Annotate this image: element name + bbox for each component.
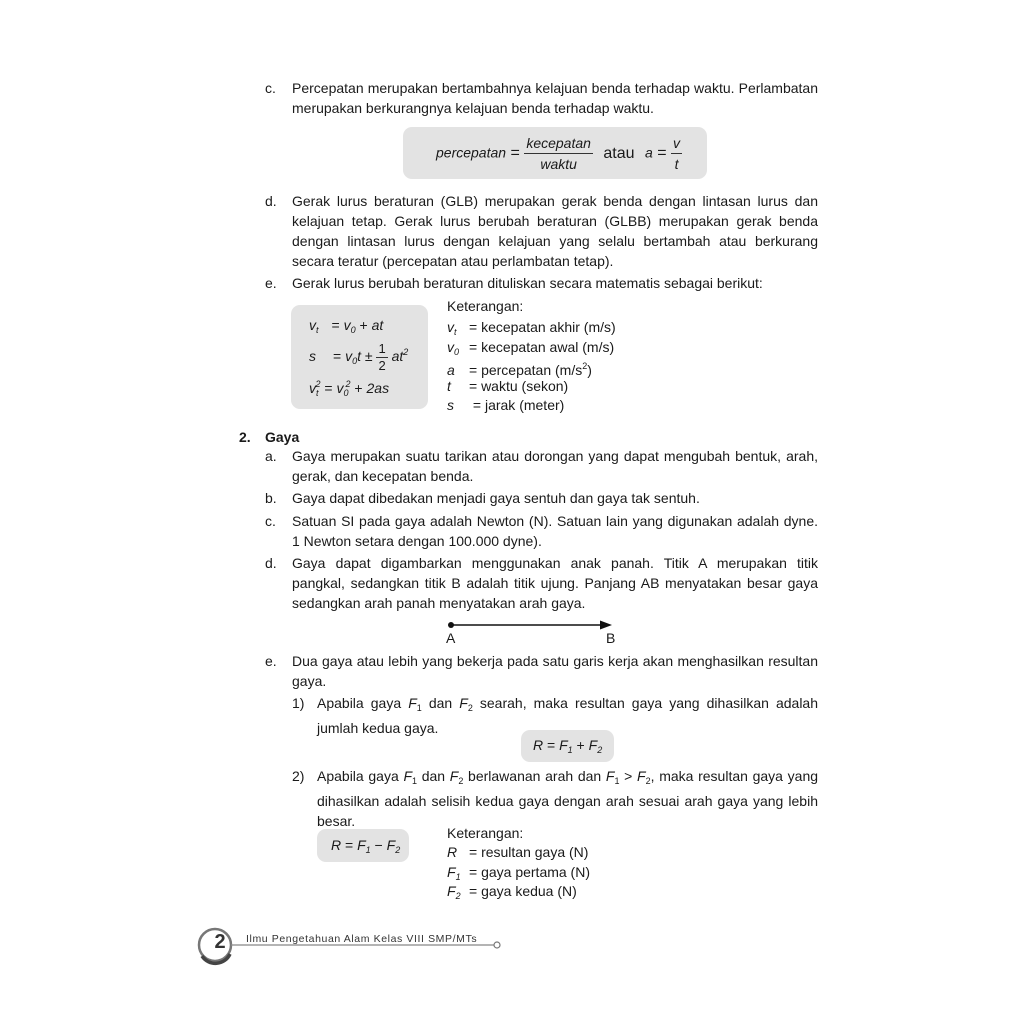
fraction-t: t — [674, 156, 679, 172]
formula-box-difference — [317, 829, 409, 862]
paragraph-gaya-a: Gaya merupakan suatu tarikan atau dorongan yang dapat mengubah bentuk, arah, gerak, dan kecepatan benda. — [292, 448, 818, 484]
fraction-kecepatan-waktu — [524, 133, 593, 174]
keterangan-glbb-symbol: t — [447, 377, 451, 394]
item-marker-gaya-e: e. — [265, 653, 277, 669]
keterangan-glbb-symbol: a — [447, 362, 455, 378]
formula-box-glbb — [291, 305, 428, 409]
keterangan-gaya-row — [447, 843, 588, 862]
keterangan-gaya-description: = gaya pertama (N) — [469, 863, 590, 880]
sub-marker-2: 2) — [292, 768, 305, 784]
arrow-label-a: A — [446, 630, 456, 646]
paragraph-gaya-e: Dua gaya atau lebih yang bekerja pada satu garis kerja akan menghasilkan resultan gaya. — [292, 653, 818, 689]
keterangan-gaya-symbol: $F_1$ — [447, 863, 461, 882]
item-marker-d: d. — [265, 193, 277, 209]
formula-r-sum: $R = F_1 + F_2$ — [533, 737, 603, 755]
formula-s: $s = v_0t$ ± $\frac{1}{2}$ $at^2$ — [309, 341, 409, 373]
footer-book-title: Ilmu Pengetahuan Alam Kelas VIII SMP/MTs — [246, 933, 478, 945]
item-marker-gaya-c: c. — [265, 513, 276, 529]
paragraph-gaya-b: Gaya dapat dibedakan menjadi gaya sentuh dan gaya tak sentuh. — [292, 490, 700, 506]
keterangan-title-gaya: Keterangan: — [447, 825, 524, 841]
fraction-v: v — [671, 133, 682, 154]
item-marker-gaya-d: d. — [265, 555, 277, 571]
fraction-v-t — [671, 133, 682, 174]
paragraph-gaya-c: Satuan SI pada gaya adalah Newton (N). Satuan lain yang digunakan adalah dyne. 1 Newton setara dengan 100.000 dyne). — [292, 513, 818, 549]
force-arrow-diagram — [440, 616, 620, 636]
footer-ornament — [196, 922, 506, 968]
section-number-gaya: 2. — [239, 429, 251, 445]
keterangan-glbb-symbol: $v_t$ — [447, 319, 457, 337]
keterangan-gaya-row — [447, 882, 577, 906]
keterangan-glbb-row — [447, 396, 564, 415]
item-marker-gaya-a: a. — [265, 448, 277, 464]
keterangan-glbb-symbol: $v_0$ — [447, 338, 460, 357]
arrow-label-b: B — [606, 630, 616, 646]
paragraph-glb: Gerak lurus beraturan (GLB) merupakan gerak benda dengan lintasan lurus dan kelajuan tetap. Gerak lurus berubah beraturan (GLBB) merupakan gerak benda dengan lintasan lurus dengan kelajuan yang selalu bertambah atau berkurang secara teratur (percepatan atau perlambatan tetap). — [292, 193, 818, 269]
keterangan-gaya-description: = gaya kedua (N) — [469, 883, 577, 899]
formula-vt: $v_t = v_0$ + at — [309, 317, 384, 335]
paragraph-glbb-intro: Gerak lurus berubah beraturan dituliskan secara matematis sebagai berikut: — [292, 275, 763, 291]
keterangan-gaya-symbol: R — [447, 844, 458, 860]
item-marker-c: c. — [265, 80, 276, 96]
paragraph-gaya-d: Gaya dapat digambarkan menggunakan anak panah. Titik A merupakan titik pangkal, sedangkan titik B adalah titik ujung. Panjang AB menyatakan besar gaya sedangkan arah panah menyatakan arah gaya. — [292, 555, 818, 611]
keterangan-title-glbb: Keterangan: — [447, 298, 524, 314]
sub-marker-1: 1) — [292, 695, 305, 711]
formula-vt-squared: $v_t^2 = v_0^2 + 2as$ — [309, 379, 390, 398]
formula-box-percepatan — [403, 127, 707, 179]
formula-r-difference: $R = F_1 - F_2$ — [331, 837, 401, 855]
formula-box-sum — [521, 730, 614, 762]
formula-lhs: percepatan — [436, 144, 507, 161]
keterangan-glbb-symbol: s — [447, 397, 454, 413]
arrow-head — [600, 621, 612, 630]
fraction-numerator: kecepatan — [524, 133, 593, 154]
paragraph-gaya-searah: Apabila gaya $F_1$ dan $F_2$ searah, maka resultan gaya yang dihasilkan adalah jumlah kedua gaya. — [317, 695, 819, 736]
paragraph-gaya-berlawanan: Apabila gaya $F_1$ dan $F_2$ berlawanan arah dan $F_1 > F_2$, maka resultan gaya yang dihasilkan adalah selisih kedua gaya dengan arah sesuai arah gaya yang lebih besar. — [317, 768, 819, 829]
fraction-denominator: waktu — [540, 156, 577, 172]
section-title-gaya: Gaya — [265, 429, 300, 445]
item-marker-e: e. — [265, 275, 277, 291]
formula-atau: atau — [603, 144, 635, 162]
keterangan-glbb-description: = percepatan (m/s — [469, 362, 583, 378]
keterangan-glbb-description: = waktu (sekon) — [469, 377, 569, 394]
keterangan-glbb-row: a = percepatan $(m/s^2)$ — [447, 361, 592, 378]
keterangan-glbb-description: = kecepatan akhir (m/s) — [469, 319, 616, 335]
item-marker-gaya-b: b. — [265, 490, 277, 506]
keterangan-gaya-description: = resultan gaya (N) — [469, 844, 589, 860]
formula-a: a — [644, 144, 653, 161]
keterangan-gaya-symbol: $F_2$ — [447, 883, 461, 901]
footer-rule-end — [494, 942, 500, 948]
page-number: 2 — [214, 931, 226, 953]
paragraph-percepatan: Percepatan merupakan bertambahnya kelajuan benda terhadap waktu. Perlambatan merupakan berkurangnya kelajuan benda terhadap waktu. — [292, 80, 818, 116]
formula-percepatan: percepatan = $\frac{\text{kecepatan}}{\text{waktu}}$ atau a = $\frac{v}{t}$ — [436, 135, 681, 172]
keterangan-glbb-description: = jarak (meter) — [469, 397, 565, 413]
keterangan-glbb-description: = kecepatan awal (m/s) — [469, 338, 615, 355]
keterangan-glbb-row — [447, 377, 568, 396]
